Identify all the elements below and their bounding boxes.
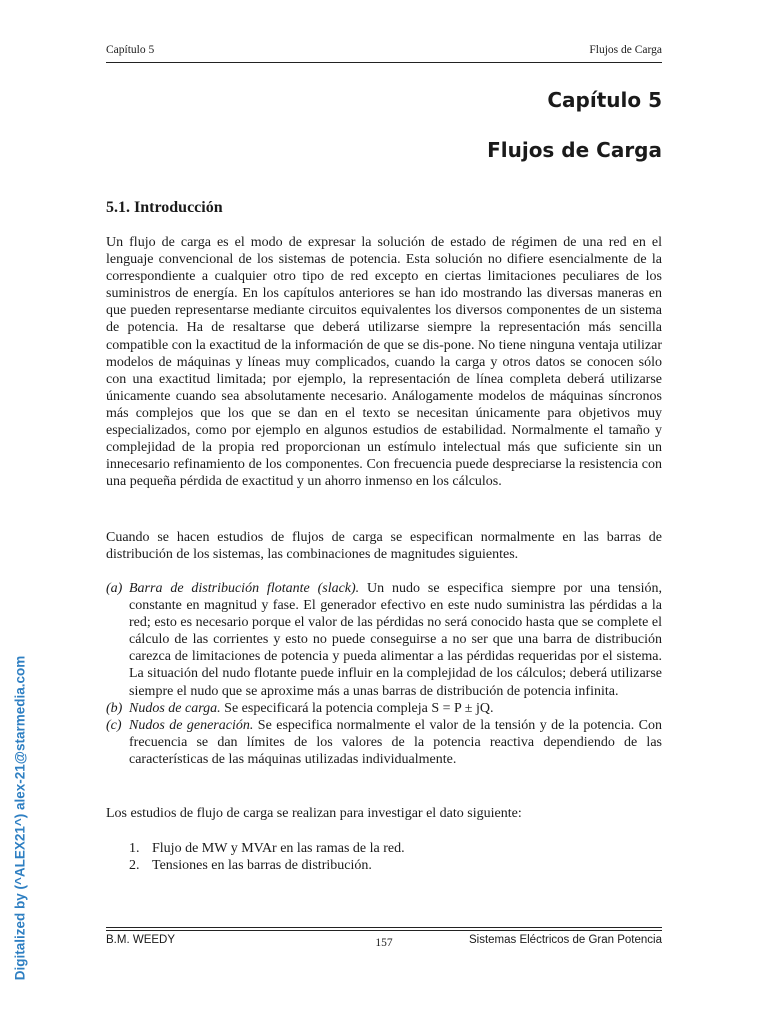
item-number: 1. bbox=[129, 841, 140, 856]
item-text: Tensiones en las barras de distribución. bbox=[152, 858, 372, 874]
footer-rule bbox=[106, 927, 662, 928]
footer-rule bbox=[106, 930, 662, 931]
item-text: Se especifica normalmente el valor de la tensión y de la potencia. Con frecuencia se dan límites de los valores de la potencia reactiva dependiendo de las características de las máquinas utilizadas individualmente. bbox=[129, 717, 663, 767]
section-heading: 5.1. Introducción bbox=[106, 199, 223, 216]
list-item bbox=[106, 717, 662, 768]
item-text: Se especificará la potencia compleja S = P ± jQ. bbox=[224, 700, 494, 716]
numbered-item bbox=[106, 840, 662, 857]
header-chapter: Capítulo 5 bbox=[106, 44, 155, 56]
item-text: Un nudo se especifica siempre por una tensión, constante en magnitud y fase. El generador efectivo en este nudo suministra las pérdidas a la red; esto es necesario porque el valor de las pérdidas no será conocido hasta que se complete el cálculo de las corrientes y esto no puede conseguirse a no ser que una barra de distribución carezca de limitaciones de potencia y pueda alimentar a las pérdidas requeridas por el sistema. La situación del nudo flotante puede influir en la complejidad de los cálculos; deberá utilizarse siempre el nudo que se aproxime más a unas barras de distribución de potencia infinita. bbox=[129, 581, 662, 699]
item-tag: (b) bbox=[106, 700, 123, 716]
page-number: 157 bbox=[375, 937, 393, 949]
item-number: 2. bbox=[129, 858, 140, 874]
footer-author: B.M. WEEDY bbox=[106, 934, 176, 946]
footer-book-title: Sistemas Eléctricos de Gran Potencia bbox=[468, 934, 662, 946]
numbered-list bbox=[106, 840, 662, 874]
numbered-item bbox=[106, 857, 662, 874]
watermark-text: Digitalized by (^ALEX21^) alex-21@starmedia.com bbox=[12, 655, 28, 981]
paragraph-magnitudes bbox=[106, 529, 662, 563]
running-footer bbox=[106, 934, 662, 950]
paragraph-text: Cuando se hacen estudios de flujos de carga se especifican normalmente en las barras de distribución de los sistemas, las combinaciones de magnitudes siguientes. bbox=[106, 530, 662, 563]
header-rule bbox=[106, 62, 662, 63]
chapter-number: Capítulo 5 bbox=[547, 88, 662, 112]
running-header bbox=[106, 44, 662, 62]
list-item bbox=[106, 700, 662, 717]
item-text: Flujo de MW y MVAr en las ramas de la red. bbox=[152, 841, 405, 856]
item-tag: (a) bbox=[106, 581, 123, 596]
chapter-title: Flujos de Carga bbox=[487, 138, 662, 162]
item-term: Barra de distribución flotante (slack). bbox=[129, 581, 360, 596]
paragraph-text: Un flujo de carga es el modo de expresar la solución de estado de régimen de una red en el lenguaje convencional de los sistemas de potencia. Esta solución no difiere esencialmente de la correspondiente a cualquier otro tipo de red excepto en ciertas limitaciones peculiares de los suministros de energía. En los capítulos anteriores se han ido mostrando las diversas maneras en que pueden representarse mediante circuitos equivalentes los diversos componentes de un sistema de potencia. Ha de resaltarse que deberá utilizarse siempre la representación más sencilla compatible con la exactitud de la información de que se dis-pone. No tiene ninguna ventaja utilizar modelos de máquinas y líneas muy complicados, cuando la carga y otros datos se conocen sólo con una exactitud limitada; por ejemplo, la representación de línea completa deberá utilizarse únicamente cuando sea absolutamente necesario. Análogamente modelos de máquinas síncronos más complejos que los que se dan en el texto se necesitan únicamente para objetivos muy especializados, como por ejemplo en algunos estudios de estabilidad. Normalmente el tamaño y complejidad de la propia red proporcionan un estímulo intelectual más que suficiente sin un innecesario refinamiento de los componentes. Con frecuencia puede despreciarse la resistencia con una pequeña pérdida de exactitud y un ahorro inmenso en los cálculos. bbox=[106, 235, 662, 490]
digitizer-watermark bbox=[6, 655, 34, 981]
item-term: Nudos de carga. bbox=[129, 700, 221, 716]
header-topic: Flujos de Carga bbox=[589, 44, 662, 56]
bus-type-list bbox=[106, 580, 662, 768]
list-item bbox=[106, 580, 662, 700]
paragraph-studies bbox=[106, 805, 662, 822]
paragraph-text: Los estudios de flujo de carga se realizan para investigar el dato siguiente: bbox=[106, 806, 522, 821]
paragraph-intro bbox=[106, 234, 662, 490]
item-tag: (c) bbox=[106, 717, 122, 733]
item-term: Nudos de generación. bbox=[129, 717, 254, 733]
